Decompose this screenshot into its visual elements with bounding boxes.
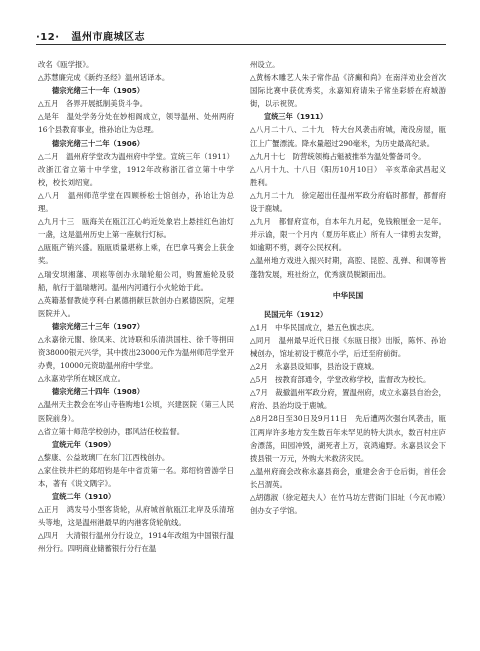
chronicle-entry: △黄杨木雕艺人朱子常作品《济癫和尚》在南洋劝业会首次国际比赛中获优秀奖，永嘉知府请朱子常坐彩轿在府城游街，以示祝贺。 [250, 73, 446, 109]
chronicle-entry: △7月 裁撤温州军政分府，置温州府，成立永嘉县自治会，府治、县治均设于鹿城。 [250, 388, 446, 411]
header-rule [36, 44, 446, 45]
chronicle-entry: △温州府商会改称永嘉县商会，重建会舍于仓后街，首任会长吕渭英。 [250, 466, 446, 489]
chronicle-entry: △省立第十师范学校创办，郡风洁任校监督。 [38, 426, 185, 436]
book-title: 温州市鹿城区志 [71, 32, 145, 43]
year-heading: 宣统元年（1909） [52, 439, 116, 449]
chronicle-entry: △四月 大清银行温州分行设立，1914年改组为中国银行温州分行。四明商业储蓄银行分行在温 [38, 531, 234, 554]
chronicle-entry: △八月十九、十八日（阳历10月10日） 辛亥革命武昌起义胜利。 [250, 164, 446, 187]
chronicle-entry: △九月十三 瓯海关在瓯江江心屿近处象岩上悬挂红色油灯一盏，这是温州历史上第一座航行灯标。 [38, 217, 234, 240]
year-heading: 宣统二年（1910） [52, 492, 116, 502]
year-heading: 德宗光绪三十四年（1908） [52, 387, 144, 397]
chronicle-entry: △2月 永嘉县设知事，县治设于鹿城。 [250, 362, 379, 372]
chronicle-entry: △胡德淑（徐定超夫人）在竹马坊左营衙门旧址（今瓦市殿）创办女子学馆。 [250, 493, 446, 516]
chronicle-entry: △同月 温州最早近代日报《东瓯日报》出版，陈怀、孙诒械创办，馆址初设于模范小学，后迁至府前街。 [250, 335, 446, 358]
chronicle-entry: △瓯瓯产销兴盛。瓯瓯质量堪称上乘，在巴拿马赛会上获金奖。 [38, 243, 234, 266]
chronicle-entry: △瑞安坝湘藩、项崧等创办永瑞轮船公司，购置施轮及驳船，航行于温瑞塘河。温州内河通行小火轮始于此。 [38, 269, 234, 292]
chronicle-entry: △5月 按教育部通令，学堂改称学校，监督改为校长。 [250, 375, 431, 385]
page-number: ·12· [36, 32, 60, 43]
chronicle-entry: △温州天主教会在岑山寺巷购地1公顷，兴建医院（第三人民医院前身）。 [38, 400, 234, 423]
chronicle-entry: △九月十七 防营统领梅占魁被推举为温处警备司令。 [250, 151, 426, 161]
chronicle-entry: △家住铁井栏的郑绍钧是年中省贡第一名。郑绍钧曾游学日本，著有《说文隅字》。 [38, 465, 234, 488]
year-heading: 德宗光绪三十二年（1906） [52, 138, 144, 148]
year-heading: 民国元年（1912） [264, 309, 328, 319]
continued-text: 改名《瓯学报》。 [38, 60, 94, 69]
continued-text: 州设立。 [250, 60, 280, 69]
chronicle-entry: △正月 鸿发号小型客货轮，从府城首航瓯江北岸及乐清琯头等地，这是温州港最早的内港客货轮航线。 [38, 505, 234, 528]
chronicle-entry: △8月28日至30日及9月11日 先后遭两次强台风袭击，瓯江两岸许多地方发生数百年未罕见的特大洪水，数百村庄庐舍漂荡，田园冲毁，湖死者上万，哀鸿遍野。永嘉县议会下拨县银一万元，外购大米救济灾民。 [250, 414, 446, 463]
chronicle-entry: △苏慧廉完成《新约圣经》温州话译本。 [38, 73, 170, 83]
page-header [36, 28, 206, 43]
chronicle-entry: △英籍基督教徒亨利·白累德捐献巨款创办白累德医院，定埋医院并入。 [38, 295, 234, 318]
chronicle-entry: △永嘉劝学所在城区成立。 [38, 374, 125, 384]
right-column [250, 58, 446, 517]
section-heading: 中华民国 [332, 290, 364, 300]
chronicle-entry: △八月 温州师范学堂在四顾桥松士馆创办，孙诒让为总理。 [38, 190, 234, 214]
chronicle-entry: △1月 中华民国成立，悬五色旗志庆。 [250, 322, 379, 332]
chronicle-entry: △黎康、公益玻璃厂在东门江西栈创办。 [38, 452, 170, 462]
chronicle-entry: △二月 温州府学堂改为温州府中学堂。宣统三年（1911）改浙江省立第十中学堂，1912年改称浙江省立第十中学校，校长刘绍宽。 [38, 151, 234, 187]
year-heading: 德宗光绪三十一年（1905） [52, 86, 144, 96]
chronicle-entry: △八月二十八、二十九 特大台风袭击府城，淹没房屋，瓯江上广蟹漂流。降水量超过290毫米，为历史最高纪录。 [250, 125, 446, 148]
chronicle-entry: △永嘉徐元閣、徐凤来、沈诗联和乐清洪国柱、徐千等捐田资38000银元兴学，其中拨出23000元作为温州师范学堂开办费，10000元资助温州府中学堂。 [38, 334, 234, 371]
left-column [38, 58, 234, 556]
year-heading: 宣统三年（1911） [264, 112, 328, 122]
chronicle-entry: △是年 温处学务分处在妙相阁成立，领导温州、处州两府16个县教育事业，推孙诒让为总理。 [38, 112, 234, 135]
chronicle-entry: △五月 各界开展抵制美货斗争。 [38, 99, 148, 109]
chronicle-entry: △九月二十九 徐定超出任温州军政分府临时都督，都督府设于鹿城。 [250, 190, 446, 214]
chronicle-entry: △温州地方戏进入振兴时期，高腔、昆腔、乱弹、和调等皆蓬勃发展，班社纷立，优秀演员脱颖而出。 [250, 256, 446, 279]
chronicle-entry: △九月 都督府宣布，自本年九月起，免钱粮厘金一足年。并示谕，限一个月内（夏历年底止）所有人一律剪去发辫，如逾期不剪，剥夺公民权利。 [250, 217, 446, 253]
year-heading: 德宗光绪三十三年（1907） [52, 321, 144, 331]
